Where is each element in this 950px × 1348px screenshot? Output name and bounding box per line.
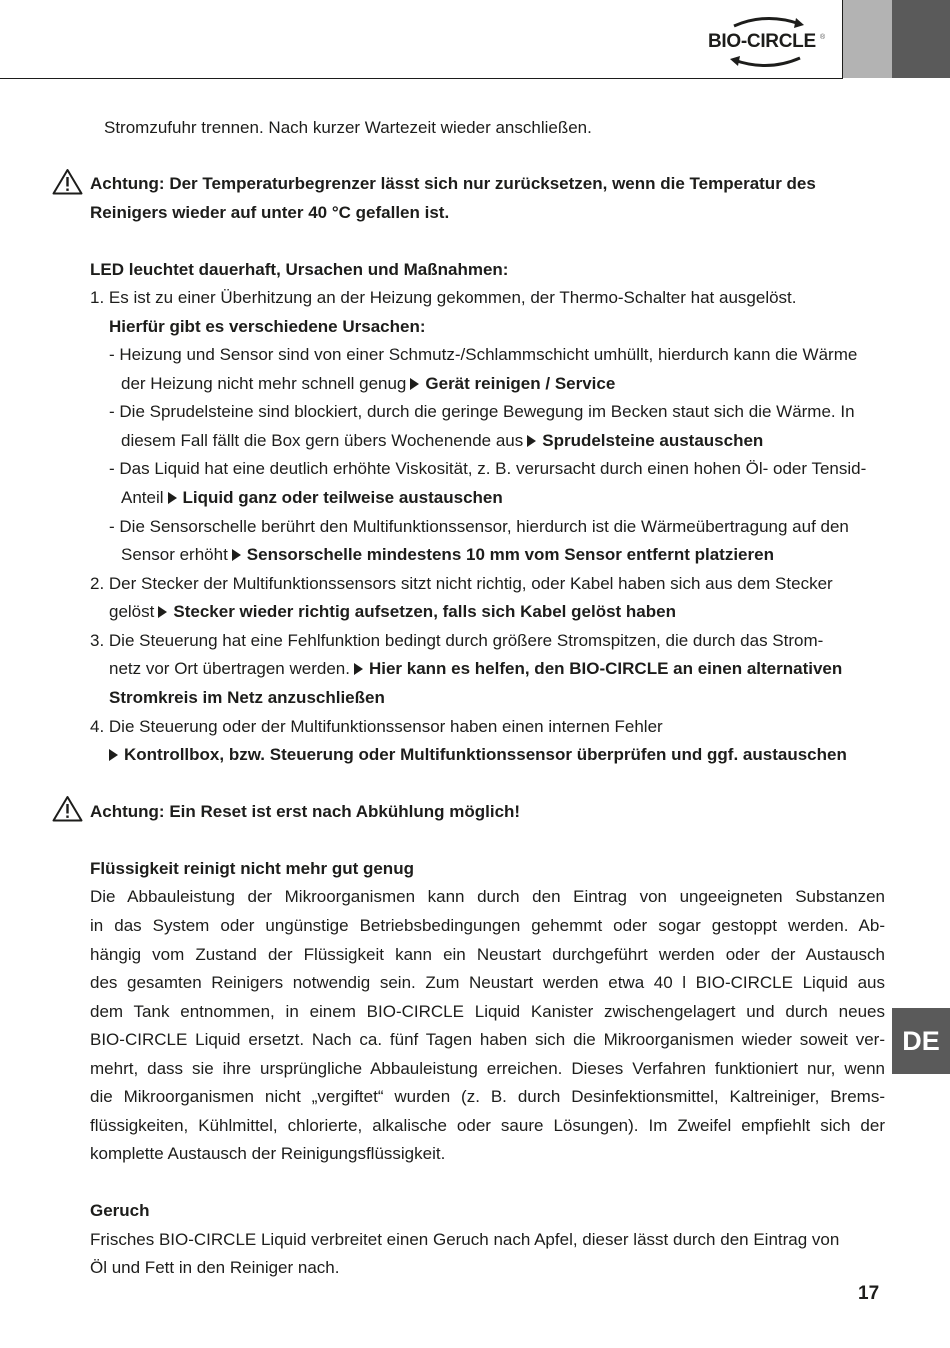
cause3-line1: - Das Liquid hat eine deutlich erhöhte Viskosität, z. B. verursacht durch einen hohen Öl- oder Tensid-	[109, 459, 867, 478]
warning1-line2: Reinigers wieder auf unter 40 °C gefallen ist.	[90, 203, 450, 222]
fluid-heading: Flüssigkeit reinigt nicht mehr gut genug	[90, 859, 414, 878]
cause2-action: Sprudelsteine austauschen	[542, 431, 764, 450]
cause1-text: der Heizung nicht mehr schnell genug	[121, 374, 407, 393]
arrow-right-icon	[158, 606, 167, 618]
cause4-line1: - Die Sensorschelle berührt den Multifunktionssensor, hierdurch ist die Wärmeübertragung auf den	[109, 517, 849, 536]
cause4-action: Sensorschelle mindestens 10 mm vom Sensor entfernt platzieren	[246, 545, 774, 564]
cause4-text: Sensor erhöht	[121, 545, 228, 564]
item2-text: gelöst	[109, 602, 155, 621]
page-number: 17	[858, 1283, 880, 1304]
header-tab-dark	[892, 0, 950, 78]
smell-heading: Geruch	[90, 1201, 150, 1220]
fluid-line-3: hängig vom Zustand der Flüssigkeit kann ein Neustart durchgeführt werden oder der Austausch	[90, 945, 885, 964]
cause1-line2	[121, 373, 615, 395]
cause1-action: Gerät reinigen / Service	[425, 374, 616, 393]
header-tab-light	[842, 0, 892, 78]
fluid-line-5: dem Tank entnommen, in einem BIO-CIRCLE Liquid Kanister zwischengelagert und durch neues	[90, 1002, 885, 1021]
intro-line: Stromzufuhr trennen. Nach kurzer Wartezeit wieder anschließen.	[104, 118, 592, 137]
led-item3-line2	[109, 658, 842, 680]
arrow-right-icon	[410, 378, 419, 390]
arrow-right-icon	[527, 435, 536, 447]
led-item3-line3: Stromkreis im Netz anzuschließen	[109, 688, 385, 707]
led-item4-line2	[105, 744, 847, 766]
cause2-text: diesem Fall fällt die Box gern übers Wochenende aus	[121, 431, 524, 450]
arrow-right-icon	[168, 492, 177, 504]
led-item3-line1: 3. Die Steuerung hat eine Fehlfunktion bedingt durch größere Stromspitzen, die durch das Strom-	[90, 631, 824, 650]
item3-action: Hier kann es helfen, den BIO-CIRCLE an einen alternativen	[368, 659, 843, 678]
logo-text: BIO-CIRCLE	[708, 31, 816, 52]
cause3-line2	[121, 487, 503, 509]
led-item2-line2	[109, 601, 676, 623]
fluid-line-8: die Mikroorganismen nicht „vergiftet“ wurden (z. B. durch Desinfektionsmittel, Kaltreiniger, Brems-	[90, 1087, 885, 1106]
bio-circle-logo	[704, 14, 830, 70]
arrow-right-icon	[109, 749, 118, 761]
fluid-line-10: komplette Austausch der Reinigungsflüssigkeit.	[90, 1144, 446, 1163]
cause3-action: Liquid ganz oder teilweise austauschen	[182, 488, 503, 507]
arrow-right-icon	[232, 549, 241, 561]
fluid-line-9: flüssigkeiten, Kühlmittel, chlorierte, alkalische oder saure Lösungen). Im Zweifel empfiehlt sich der	[90, 1116, 885, 1135]
fluid-line-6: BIO-CIRCLE Liquid ersetzt. Nach ca. fünf Tagen haben sich die Mikroorganismen wieder soweit ver-	[90, 1030, 885, 1049]
item3-text: netz vor Ort übertragen werden.	[109, 659, 350, 678]
item4-action: Kontrollbox, bzw. Steuerung oder Multifunktionssensor überprüfen und ggf. austauschen	[124, 745, 847, 764]
cause2-line2	[121, 430, 763, 452]
logo-registered-mark: ®	[820, 34, 826, 41]
header-rule	[0, 78, 843, 79]
led-item1: 1. Es ist zu einer Überhitzung an der Heizung gekommen, der Thermo-Schalter hat ausgelöst.	[90, 288, 797, 307]
arrow-right-icon	[354, 663, 363, 675]
warning1-line1: Achtung: Der Temperaturbegrenzer lässt sich nur zurücksetzen, wenn die Temperatur des	[90, 174, 816, 193]
item2-action: Stecker wieder richtig aufsetzen, falls sich Kabel gelöst haben	[173, 602, 676, 621]
warning2-line: Achtung: Ein Reset ist erst nach Abkühlung möglich!	[90, 802, 521, 821]
fluid-line-2: in das System oder ungünstige Betriebsbedingungen gehemmt oder sogar gestoppt werden. Ab-	[90, 916, 885, 935]
warning-triangle-icon	[52, 168, 83, 195]
led-heading: LED leuchtet dauerhaft, Ursachen und Maßnahmen:	[90, 260, 509, 279]
warning-triangle-icon	[52, 795, 83, 822]
fluid-line-1: Die Abbauleistung der Mikroorganismen kann durch den Eintrag von ungeeigneten Substanzen	[90, 887, 885, 906]
cause3-text: Anteil	[121, 488, 164, 507]
fluid-line-7: mehrt, dass sie ihre ursprüngliche Abbauleistung erreichen. Dieses Verfahren funktioniert nur, wenn	[90, 1059, 885, 1078]
smell-line1: Frisches BIO-CIRCLE Liquid verbreitet einen Geruch nach Apfel, dieser lässt durch den Eintrag von	[90, 1230, 840, 1249]
led-item2-line1: 2. Der Stecker der Multifunktionssensors sitzt nicht richtig, oder Kabel haben sich aus dem Stecker	[90, 574, 833, 593]
fluid-line-4: des gesamten Reinigers notwendig sein. Zum Neustart werden etwa 40 l BIO-CIRCLE Liquid aus	[90, 973, 885, 992]
cause4-line2	[121, 544, 774, 566]
led-item1-subheading: Hierfür gibt es verschiedene Ursachen:	[109, 317, 426, 336]
led-item4-line1: 4. Die Steuerung oder der Multifunktionssensor haben einen internen Fehler	[90, 717, 663, 736]
cause1-line1: - Heizung und Sensor sind von einer Schmutz-/Schlammschicht umhüllt, hierdurch kann die Wärme	[109, 345, 858, 364]
cause2-line1: - Die Sprudelsteine sind blockiert, durch die geringe Bewegung im Becken staut sich die Wärme. In	[109, 402, 855, 421]
smell-line2: Öl und Fett in den Reiniger nach.	[90, 1258, 340, 1277]
language-tab: DE	[892, 1008, 950, 1074]
